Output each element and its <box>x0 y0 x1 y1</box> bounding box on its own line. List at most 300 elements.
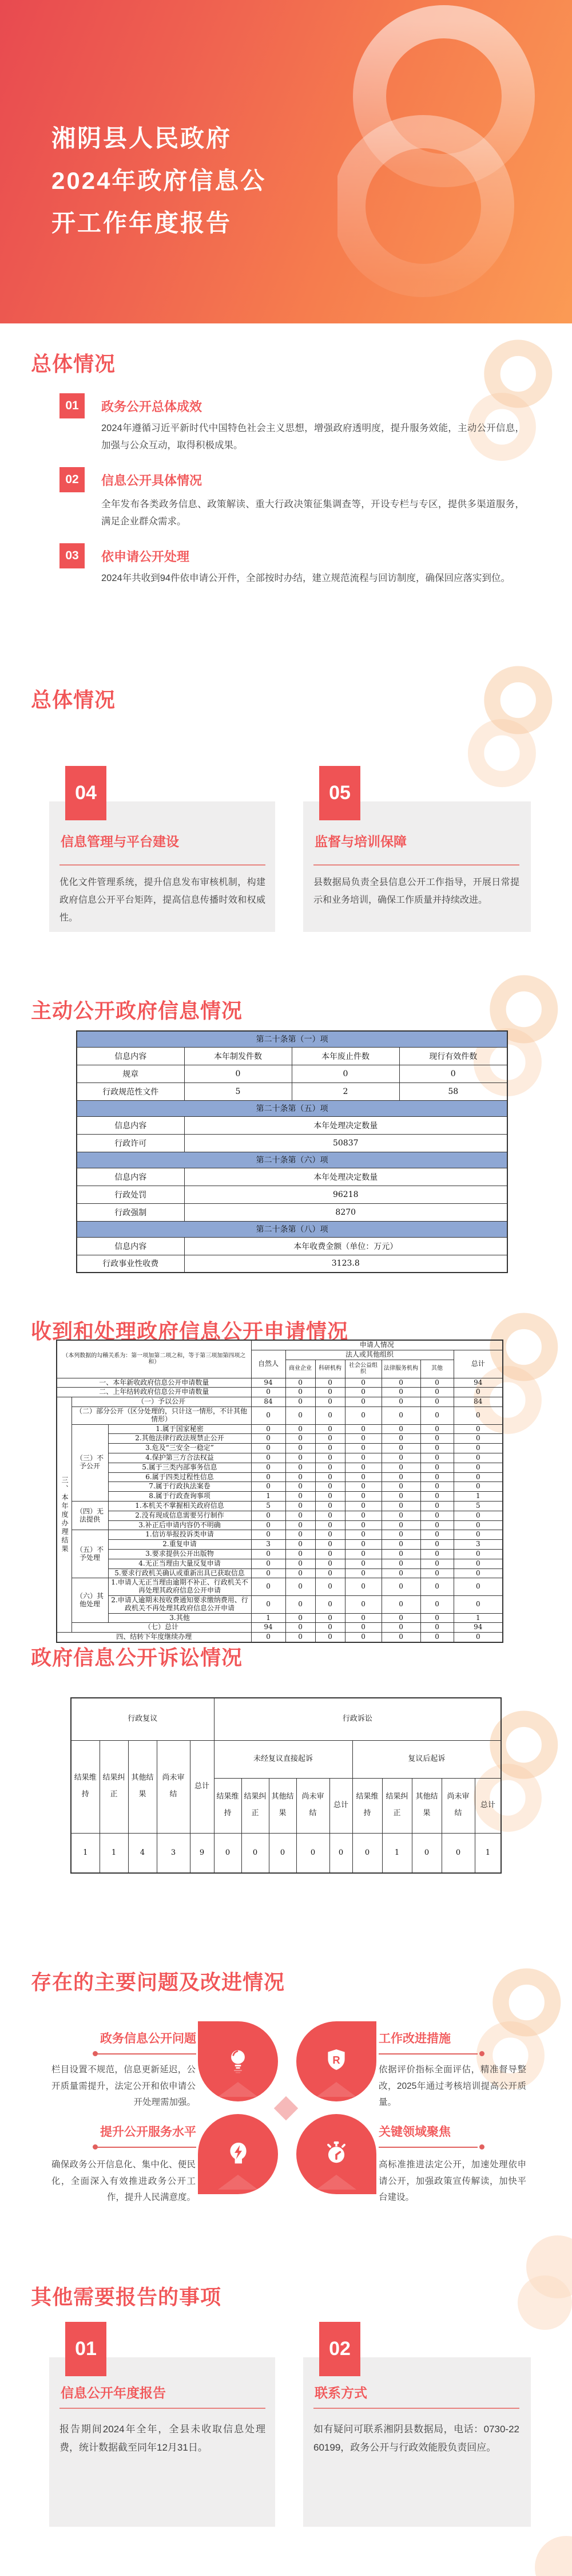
table-cell: 0 <box>285 1424 315 1434</box>
line-dot <box>479 2144 484 2150</box>
section-title-overview-1: 总体情况 <box>31 352 116 376</box>
table-cell: （六）其他处理 <box>72 1578 108 1623</box>
table-cell: 0 <box>420 1463 454 1472</box>
problem-card-body: 依据评价指标全面评估，精准督导整改，2025年通过考核培训提高公开质量。 <box>379 2065 526 2107</box>
head-bolt-icon <box>223 2138 253 2168</box>
table-cell: 0 <box>420 1520 454 1530</box>
table-cell: 0 <box>251 1406 285 1424</box>
item-title: 信息公开具体情况 <box>101 473 202 488</box>
table-cell: （本列数据的勾稽关系为：第一项加第二项之和，等于第三项加第四项之和） <box>57 1340 251 1378</box>
table-cell: 0 <box>345 1578 382 1596</box>
table-cell: 0 <box>251 1424 285 1434</box>
table-cell: 0 <box>382 1568 420 1578</box>
card-divider <box>313 864 519 866</box>
table-cell: 信息内容 <box>77 1047 184 1065</box>
table-cell: 0 <box>285 1453 315 1463</box>
card-divider <box>59 2408 265 2409</box>
table-cell: 2.没有现成信息需要另行制作 <box>108 1511 251 1520</box>
circle-decoration <box>535 2536 572 2576</box>
table-cell: 0 <box>251 1633 285 1642</box>
table-cell: 0 <box>345 1492 382 1502</box>
table-cell: 本年制发件数 <box>184 1047 292 1065</box>
table-cell: 复议后起诉 <box>352 1740 501 1778</box>
table-cell: 0 <box>382 1613 420 1623</box>
table-cell: 0 <box>269 1833 296 1873</box>
table-cell: 0 <box>251 1568 285 1578</box>
table-cell: 0 <box>315 1463 345 1472</box>
table-cell: 0 <box>315 1559 345 1568</box>
table-cell: 科研机构 <box>315 1360 345 1378</box>
title-underline <box>379 2147 478 2148</box>
table-cell: 1 <box>251 1492 285 1502</box>
table-cell: 0 <box>420 1482 454 1492</box>
table-cell: 四、结转下年度继续办理 <box>57 1633 251 1642</box>
report-title-line-3: 开工作年度报告 <box>51 210 232 236</box>
table-cell: 0 <box>251 1482 285 1492</box>
table-cell: 0 <box>420 1406 454 1424</box>
table-cell: 0 <box>315 1492 345 1502</box>
table-cell: 0 <box>315 1378 345 1388</box>
table-cell: 0 <box>420 1530 454 1540</box>
table-cell: 商业企业 <box>285 1360 315 1378</box>
table-cell: 0 <box>382 1453 420 1463</box>
card-title: 信息管理与平台建设 <box>61 834 179 849</box>
table-cell: 0 <box>285 1388 315 1397</box>
section-title-applications: 收到和处理政府信息公开申请情况 <box>31 1319 349 1343</box>
table-cell: 0 <box>352 1833 382 1873</box>
table-cell: 0 <box>454 1595 503 1613</box>
item-number-badge: 02 <box>59 467 85 492</box>
table-cell: 3.其他 <box>108 1613 251 1623</box>
table-section-header-cell: 第二十条第（八）项 <box>77 1221 507 1237</box>
table-cell: 8.属于行政查询事项 <box>108 1492 251 1502</box>
table-cell: 0 <box>285 1434 315 1444</box>
table-cell: 0 <box>454 1472 503 1482</box>
table-cell: 3.补正后申请内容仍不明确 <box>108 1520 251 1530</box>
table-cell: （二）部分公开（区分处理的，只计这一情形，不计其他情形） <box>72 1406 251 1424</box>
table-cell: 0 <box>420 1595 454 1613</box>
table-cell: 0 <box>345 1444 382 1453</box>
table-cell: 0 <box>315 1633 345 1642</box>
table-cell: 0 <box>285 1568 315 1578</box>
table-cell: 0 <box>382 1378 420 1388</box>
table-cell: 0 <box>345 1397 382 1407</box>
table-cell: 0 <box>315 1578 345 1596</box>
table-cell: 0 <box>315 1424 345 1434</box>
table-cell: 0 <box>285 1501 315 1511</box>
table-cell: 0 <box>454 1559 503 1568</box>
table-cell: 0 <box>315 1549 345 1559</box>
table-cell: 0 <box>315 1501 345 1511</box>
table-cell: 0 <box>420 1559 454 1568</box>
table-cell: 1.信访举报投诉类申请 <box>108 1530 251 1540</box>
table-cell: 6.属于四类过程性信息 <box>108 1472 251 1482</box>
table-cell: 总计 <box>190 1740 214 1833</box>
table-cell: 0 <box>454 1453 503 1463</box>
table-cell: 0 <box>420 1568 454 1578</box>
table-cell: 结果维持 <box>352 1778 382 1833</box>
table-cell: 0 <box>214 1833 241 1873</box>
table-cell: 0 <box>454 1549 503 1559</box>
table-cell: 0 <box>382 1406 420 1424</box>
section-title-other: 其他需要报告的事项 <box>31 2285 222 2309</box>
table-cell: 0 <box>315 1434 345 1444</box>
table-cell: 0 <box>420 1388 454 1397</box>
table-cell: 0 <box>382 1595 420 1613</box>
table-cell: 0 <box>420 1613 454 1623</box>
table-cell: 结果纠正 <box>241 1778 269 1833</box>
table-cell: 0 <box>454 1463 503 1472</box>
title-underline <box>379 2053 478 2055</box>
table-cell: 0 <box>345 1406 382 1424</box>
table-cell: 0 <box>420 1511 454 1520</box>
table-cell: 行政诉讼 <box>214 1698 501 1740</box>
table-cell: 0 <box>285 1397 315 1407</box>
item-body: 2024年共收到94件依申请公开件，全部按时办结，建立规范流程与回访制度，确保回应落实到位。 <box>101 573 511 583</box>
table-cell: 4.保护第三方合法权益 <box>108 1453 251 1463</box>
table-cell: 其他结果 <box>128 1740 157 1833</box>
table-cell: 0 <box>315 1444 345 1453</box>
table-cell: 0 <box>382 1397 420 1407</box>
table-cell: 0 <box>420 1378 454 1388</box>
table-cell: 0 <box>285 1530 315 1540</box>
title-underline <box>97 2053 196 2055</box>
table-cell: 0 <box>315 1540 345 1550</box>
report-title-line-1: 湘阴县人民政府 <box>51 125 232 152</box>
table-cell: 0 <box>285 1578 315 1596</box>
item-body: 全年发布各类政务信息、政策解读、重大行政决策征集调查等，开设专栏与专区，提供多渠道服务，满足企业群众需求。 <box>101 499 525 527</box>
table-cell: 总计 <box>329 1778 352 1833</box>
table-cell: 行政强制 <box>77 1203 184 1221</box>
report-title-line-2: 2024年政府信息公 <box>51 167 267 194</box>
table-cell: 1 <box>251 1613 285 1623</box>
table-cell: 84 <box>454 1397 503 1407</box>
table-cell: 0 <box>420 1549 454 1559</box>
table-cell: 0 <box>251 1434 285 1444</box>
table-cell: 0 <box>241 1833 269 1873</box>
table-cell: 0 <box>285 1482 315 1492</box>
table-cell: 行政事业性收费 <box>77 1255 184 1273</box>
table-cell: 信息内容 <box>77 1168 184 1186</box>
table-cell: 0 <box>345 1595 382 1613</box>
table-cell: 0 <box>251 1472 285 1482</box>
table-cell: 总计 <box>454 1350 503 1378</box>
table-cell: 0 <box>345 1530 382 1540</box>
table-cell: 信息内容 <box>77 1116 184 1134</box>
table-cell: 0 <box>382 1633 420 1642</box>
circle-decoration <box>526 2235 572 2298</box>
table-cell: （五）不予处理 <box>72 1530 108 1578</box>
table-cell: 58 <box>399 1082 507 1100</box>
table-cell: 0 <box>345 1613 382 1623</box>
card-number-badge: 04 <box>65 766 106 820</box>
table-cell: 0 <box>345 1633 382 1642</box>
table-cell: 0 <box>454 1633 503 1642</box>
table-cell: 0 <box>345 1482 382 1492</box>
table-cell: 0 <box>454 1406 503 1424</box>
table-cell: 0 <box>382 1530 420 1540</box>
table-cell: 行政规范性文件 <box>77 1082 184 1100</box>
table-cell: 0 <box>315 1623 345 1633</box>
table-cell: 0 <box>420 1492 454 1502</box>
table-cell: 94 <box>454 1378 503 1388</box>
table-cell: 0 <box>382 1388 420 1397</box>
table-cell: 2.申请人逾期未按收费通知要求缴纳费用、行政机关不再处理其政府信息公开申请 <box>108 1595 251 1613</box>
table-cell: 0 <box>382 1482 420 1492</box>
table-cell: 0 <box>285 1492 315 1502</box>
table-cell: 0 <box>454 1424 503 1434</box>
card-number-badge: 01 <box>65 2322 106 2376</box>
table-cell: 0 <box>420 1472 454 1482</box>
item-body: 2024年遵循习近平新时代中国特色社会主义思想，增强政府透明度，提升服务效能，主动公开信息，加强与公众互动，取得积极成果。 <box>101 423 525 451</box>
item-title: 依申请公开处理 <box>101 550 190 564</box>
table-cell: 5 <box>184 1082 292 1100</box>
table-cell: 0 <box>454 1511 503 1520</box>
line-dot <box>93 2051 98 2056</box>
table-cell: 0 <box>184 1065 292 1082</box>
card-body: 如有疑问可联系湘阴县数据局，电话：0730-2260199，政务公开与行政效能股负责回应。 <box>313 2424 519 2453</box>
table-cell: 1 <box>100 1833 128 1873</box>
problem-card-title: 关键领域聚焦 <box>379 2125 451 2139</box>
table-cell: 一、本年新收政府信息公开申请数量 <box>57 1378 251 1388</box>
table-cell: 0 <box>382 1511 420 1520</box>
table-cell: 申请人情况 <box>251 1340 503 1350</box>
table-cell: 0 <box>251 1578 285 1596</box>
table-cell: 行政复议 <box>71 1698 214 1740</box>
table-cell: （一）予以公开 <box>72 1397 251 1407</box>
table-cell: 0 <box>315 1568 345 1578</box>
table-cell: 1 <box>454 1492 503 1502</box>
table-cell: 1.申请人无正当理由逾期不补正、行政机关不再处理其政府信息公开申请 <box>108 1578 251 1596</box>
table-cell: 0 <box>454 1568 503 1578</box>
table-cell: 0 <box>251 1511 285 1520</box>
table-cell: 0 <box>251 1463 285 1472</box>
table-cell: 其他结果 <box>269 1778 296 1833</box>
line-dot <box>93 2144 98 2150</box>
table-cell: 0 <box>285 1463 315 1472</box>
table-cell: 0 <box>420 1623 454 1633</box>
table-cell: 0 <box>251 1453 285 1463</box>
table-cell: 0 <box>420 1540 454 1550</box>
table-cell: 7.属于行政执法案卷 <box>108 1482 251 1492</box>
card-title: 监督与培训保障 <box>315 834 407 849</box>
table-cell: 尚未审结 <box>442 1778 475 1833</box>
table-cell: 1.本机关不掌握相关政府信息 <box>108 1501 251 1511</box>
problem-card-body: 确保政务公开信息化、集中化、便民化，全面深入有效推进政务公开工作，提升人民满意度。 <box>51 2160 196 2202</box>
problem-card-title: 工作改进措施 <box>379 2032 451 2045</box>
table-cell: 尚未审结 <box>157 1740 190 1833</box>
diamond-decoration <box>274 2096 298 2120</box>
table-cell: 3.要求提供公开出版物 <box>108 1549 251 1559</box>
lightbulb-icon <box>223 2045 253 2075</box>
table-cell: 0 <box>315 1613 345 1623</box>
table-cell: 社会公益组织 <box>345 1360 382 1378</box>
card-number-badge: 05 <box>319 766 360 820</box>
table-section-header-cell: 第二十条第（五）项 <box>77 1100 507 1116</box>
item-title: 政务公开总体成效 <box>101 400 202 414</box>
table-cell: 自然人 <box>251 1350 285 1378</box>
table-cell: 0 <box>315 1406 345 1424</box>
table-cell: 0 <box>251 1444 285 1453</box>
table-cell: 0 <box>382 1559 420 1568</box>
table-cell: 0 <box>420 1501 454 1511</box>
table-section-header-cell: 第二十条第（一）项 <box>77 1031 507 1047</box>
table-cell: 5.属于三类内部事务信息 <box>108 1463 251 1472</box>
table-cell: 现行有效件数 <box>399 1047 507 1065</box>
table-cell: 结果纠正 <box>382 1778 412 1833</box>
table-cell: 0 <box>345 1511 382 1520</box>
table-cell: 0 <box>285 1472 315 1482</box>
table-cell: 1.属于国家秘密 <box>108 1424 251 1434</box>
table-cell: 0 <box>382 1623 420 1633</box>
header-banner <box>0 0 572 323</box>
table-cell: 0 <box>315 1520 345 1530</box>
table-cell: 尚未审结 <box>296 1778 329 1833</box>
table-cell: 96218 <box>184 1186 507 1203</box>
table-cell: 0 <box>454 1578 503 1596</box>
table-cell: 二、上年结转政府信息公开申请数量 <box>57 1388 251 1397</box>
table-cell: 0 <box>345 1378 382 1388</box>
table-cell: 0 <box>315 1453 345 1463</box>
table-cell: 0 <box>345 1463 382 1472</box>
table-cell: （七）总计 <box>72 1623 251 1633</box>
table-cell: 4 <box>128 1833 157 1873</box>
table-cell: 0 <box>345 1568 382 1578</box>
table-cell: 0 <box>382 1520 420 1530</box>
table-cell: 84 <box>251 1397 285 1407</box>
table-cell: 0 <box>454 1434 503 1444</box>
litigation-table <box>70 1697 502 1874</box>
table-cell: 0 <box>382 1463 420 1472</box>
table-cell: 0 <box>285 1613 315 1623</box>
table-section-header-cell: 第二十条第（六）项 <box>77 1152 507 1168</box>
table-cell: 0 <box>345 1424 382 1434</box>
table-cell: 0 <box>420 1424 454 1434</box>
table-cell: 0 <box>420 1578 454 1596</box>
table-cell: （三）不予公开 <box>72 1424 108 1501</box>
card-divider <box>59 864 265 866</box>
table-cell: 0 <box>382 1472 420 1482</box>
table-cell: 2.其他法律行政法规禁止公开 <box>108 1434 251 1444</box>
table-cell: 0 <box>345 1472 382 1482</box>
service-petal <box>198 2114 278 2194</box>
table-cell: 0 <box>285 1559 315 1568</box>
title-underline <box>97 2147 196 2148</box>
report-title <box>51 117 266 244</box>
table-cell: 1 <box>71 1833 100 1873</box>
problem-card-title: 提升公开服务水平 <box>100 2125 196 2139</box>
table-cell: 0 <box>420 1434 454 1444</box>
table-cell: 0 <box>382 1549 420 1559</box>
table-cell: 0 <box>399 1065 507 1082</box>
table-cell: 0 <box>251 1530 285 1540</box>
table-cell: 0 <box>454 1530 503 1540</box>
table-cell: 3 <box>157 1833 190 1873</box>
table-cell: 0 <box>315 1472 345 1482</box>
problem-card-body: 高标准推进法定公开，加速处理依申请公开，加强政策宣传解读，加快平台建设。 <box>379 2160 526 2202</box>
problem-card-title: 政务信息公开问题 <box>100 2032 196 2045</box>
line-dot <box>479 2051 484 2056</box>
table-cell: 0 <box>345 1434 382 1444</box>
table-cell: 0 <box>285 1406 315 1424</box>
card-divider <box>313 2408 519 2409</box>
table-cell: 3 <box>454 1540 503 1550</box>
interlocked-rings-logo <box>337 0 572 323</box>
table-cell: 0 <box>315 1511 345 1520</box>
table-cell: 0 <box>285 1633 315 1642</box>
table-cell: 本年废止件数 <box>292 1047 399 1065</box>
table-cell: 0 <box>345 1388 382 1397</box>
item-number-badge: 01 <box>59 393 85 418</box>
table-cell: 未经复议直接起诉 <box>214 1740 352 1778</box>
table-cell: 0 <box>345 1549 382 1559</box>
table-cell: 0 <box>382 1434 420 1444</box>
table-cell: 行政许可 <box>77 1134 184 1152</box>
table-cell: 结果维持 <box>71 1740 100 1833</box>
table-cell: 3.危及“三安全一稳定” <box>108 1444 251 1453</box>
section-title-overview-2: 总体情况 <box>31 688 116 712</box>
table-cell: 结果纠正 <box>100 1740 128 1833</box>
shield-r-icon <box>321 2045 351 2075</box>
card-number-badge: 02 <box>319 2322 360 2376</box>
table-cell: 其他结果 <box>412 1778 442 1833</box>
active-disclosure-table <box>76 1030 508 1273</box>
table-cell: 0 <box>454 1520 503 1530</box>
table-cell: 总计 <box>475 1778 501 1833</box>
table-cell: 本年处理决定数量 <box>184 1168 507 1186</box>
table-cell: 0 <box>315 1482 345 1492</box>
table-cell: 0 <box>420 1633 454 1642</box>
table-cell: 5 <box>251 1501 285 1511</box>
section-title-active-disclosure: 主动公开政府信息情况 <box>31 999 243 1022</box>
table-cell: 0 <box>285 1623 315 1633</box>
table-cell: 行政处罚 <box>77 1186 184 1203</box>
card-body: 优化文件管理系统，提升信息发布审核机制，构建政府信息公开平台矩阵，提高信息传播时效和权威性。 <box>59 878 265 923</box>
improvement-petal <box>296 2021 376 2101</box>
table-cell: 0 <box>454 1444 503 1453</box>
table-cell: 其他 <box>420 1360 454 1378</box>
table-cell: 0 <box>315 1530 345 1540</box>
table-cell: 0 <box>382 1424 420 1434</box>
table-cell: 0 <box>251 1388 285 1397</box>
table-cell: 0 <box>382 1501 420 1511</box>
table-cell: 0 <box>285 1595 315 1613</box>
table-cell: 1 <box>382 1833 412 1873</box>
card-body: 县数据局负责全县信息公开工作指导，开展日常提示和业务培训，确保工作质量并持续改进。 <box>313 878 519 905</box>
problem-petal <box>198 2021 278 2101</box>
table-cell: 8270 <box>184 1203 507 1221</box>
table-cell: 5 <box>454 1501 503 1511</box>
table-cell: 0 <box>251 1549 285 1559</box>
table-cell: 0 <box>345 1559 382 1568</box>
table-cell: 0 <box>345 1540 382 1550</box>
card-title: 信息公开年度报告 <box>61 2385 166 2400</box>
table-cell: 0 <box>285 1520 315 1530</box>
table-cell: 0 <box>285 1511 315 1520</box>
table-cell: 0 <box>420 1444 454 1453</box>
item-number-badge: 03 <box>59 543 85 568</box>
applications-table <box>56 1340 503 1643</box>
table-cell: 0 <box>345 1453 382 1463</box>
table-cell: 9 <box>190 1833 214 1873</box>
table-cell: 本年处理决定数量 <box>184 1116 507 1134</box>
problem-card-body: 栏目设置不规范，信息更新延迟，公开质量需提升，法定公开和依申请公开处理需加强。 <box>51 2065 196 2107</box>
table-cell: 3123.8 <box>184 1255 507 1273</box>
table-cell: 2.重复申请 <box>108 1540 251 1550</box>
table-cell: 0 <box>292 1065 399 1082</box>
table-cell: 5.要求行政机关确认或重新出具已获取信息 <box>108 1568 251 1578</box>
table-cell: 0 <box>382 1578 420 1596</box>
